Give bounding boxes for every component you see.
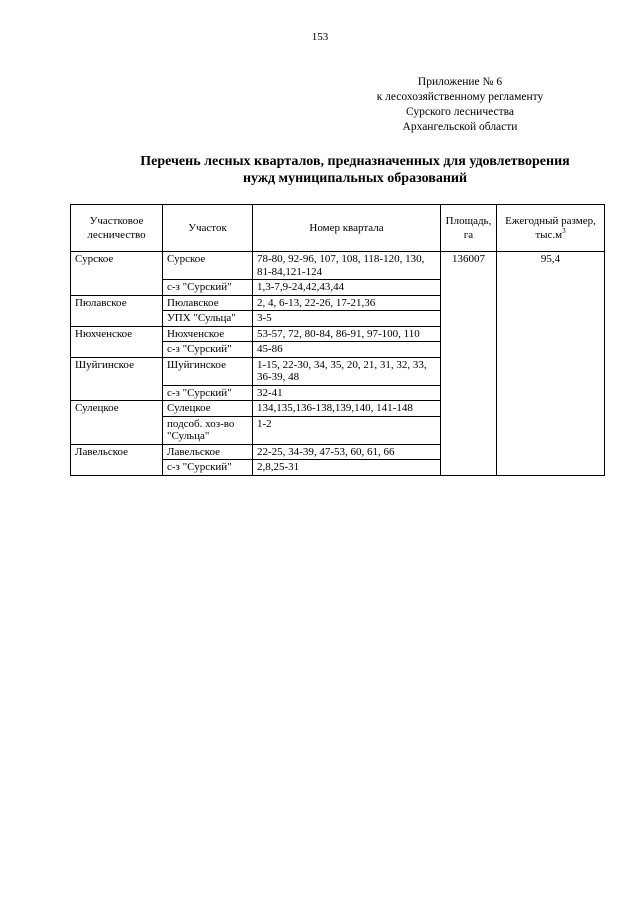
header-volume xyxy=(497,205,605,252)
header-area: Площадь, га xyxy=(441,205,497,252)
cell-section: с-з "Сурский" xyxy=(163,385,253,401)
cell-section: Сулецкое xyxy=(163,401,253,417)
cell-district: Шуйгинское xyxy=(71,357,163,401)
cell-section: с-з "Сурский" xyxy=(163,460,253,476)
cell-section: подсоб. хоз-во "Сульца" xyxy=(163,416,253,444)
appendix-block xyxy=(360,75,560,135)
cell-quarters: 134,135,136-138,139,140, 141-148 xyxy=(253,401,441,417)
cell-quarters: 45-86 xyxy=(253,342,441,358)
cell-section: Нюхченское xyxy=(163,326,253,342)
cell-quarters: 1-15, 22-30, 34, 35, 20, 21, 31, 32, 33, 36-39, 48 xyxy=(253,357,441,385)
cell-quarters: 32-41 xyxy=(253,385,441,401)
table-header-row xyxy=(71,205,605,252)
cell-section: Пюлавское xyxy=(163,295,253,311)
cell-volume: 95,4 xyxy=(497,252,605,476)
title-line: Перечень лесных кварталов, предназначенных для удовлетворения xyxy=(140,154,570,169)
header-district: Участковое лесничество xyxy=(71,205,163,252)
cell-section: Сурское xyxy=(163,252,253,280)
cell-district: Пюлавское xyxy=(71,295,163,326)
appendix-line: к лесохозяйственному регламенту xyxy=(376,91,544,103)
cell-section: с-з "Сурский" xyxy=(163,280,253,296)
cell-area: 136007 xyxy=(441,252,497,476)
header-section: Участок xyxy=(163,205,253,252)
cell-quarters: 1-2 xyxy=(253,416,441,444)
header-quarters: Номер квартала xyxy=(253,205,441,252)
page-number: 153 xyxy=(311,31,329,43)
cell-quarters: 1,3-7,9-24,42,43,44 xyxy=(253,280,441,296)
forest-quarters-table xyxy=(70,204,605,476)
appendix-line: Приложение № 6 xyxy=(417,76,503,88)
document-title xyxy=(100,153,610,187)
cell-quarters: 78-80, 92-96, 107, 108, 118-120, 130, 81-84,121-124 xyxy=(253,252,441,280)
cell-district: Нюхченское xyxy=(71,326,163,357)
title-line: нужд муниципальных образований xyxy=(242,171,468,186)
cell-district: Сулецкое xyxy=(71,401,163,445)
cell-district: Лавельское xyxy=(71,444,163,475)
cell-quarters: 2, 4, 6-13, 22-26, 17-21,36 xyxy=(253,295,441,311)
cell-quarters: 2,8,25-31 xyxy=(253,460,441,476)
table-row xyxy=(71,252,605,280)
cell-quarters: 22-25, 34-39, 47-53, 60, 61, 66 xyxy=(253,444,441,460)
appendix-line: Архангельской области xyxy=(402,121,518,133)
cell-district: Сурское xyxy=(71,252,163,296)
header-volume-sup: 3 xyxy=(562,227,566,235)
cell-section: с-з "Сурский" xyxy=(163,342,253,358)
header-volume-label: Ежегодный размер, тыс.м xyxy=(505,215,596,241)
appendix-line: Сурского лесничества xyxy=(405,106,515,118)
cell-quarters: 53-57, 72, 80-84, 86-91, 97-100, 110 xyxy=(253,326,441,342)
cell-quarters: 3-5 xyxy=(253,311,441,327)
cell-section: Шуйгинское xyxy=(163,357,253,385)
cell-section: Лавельское xyxy=(163,444,253,460)
cell-section: УПХ "Сульца" xyxy=(163,311,253,327)
